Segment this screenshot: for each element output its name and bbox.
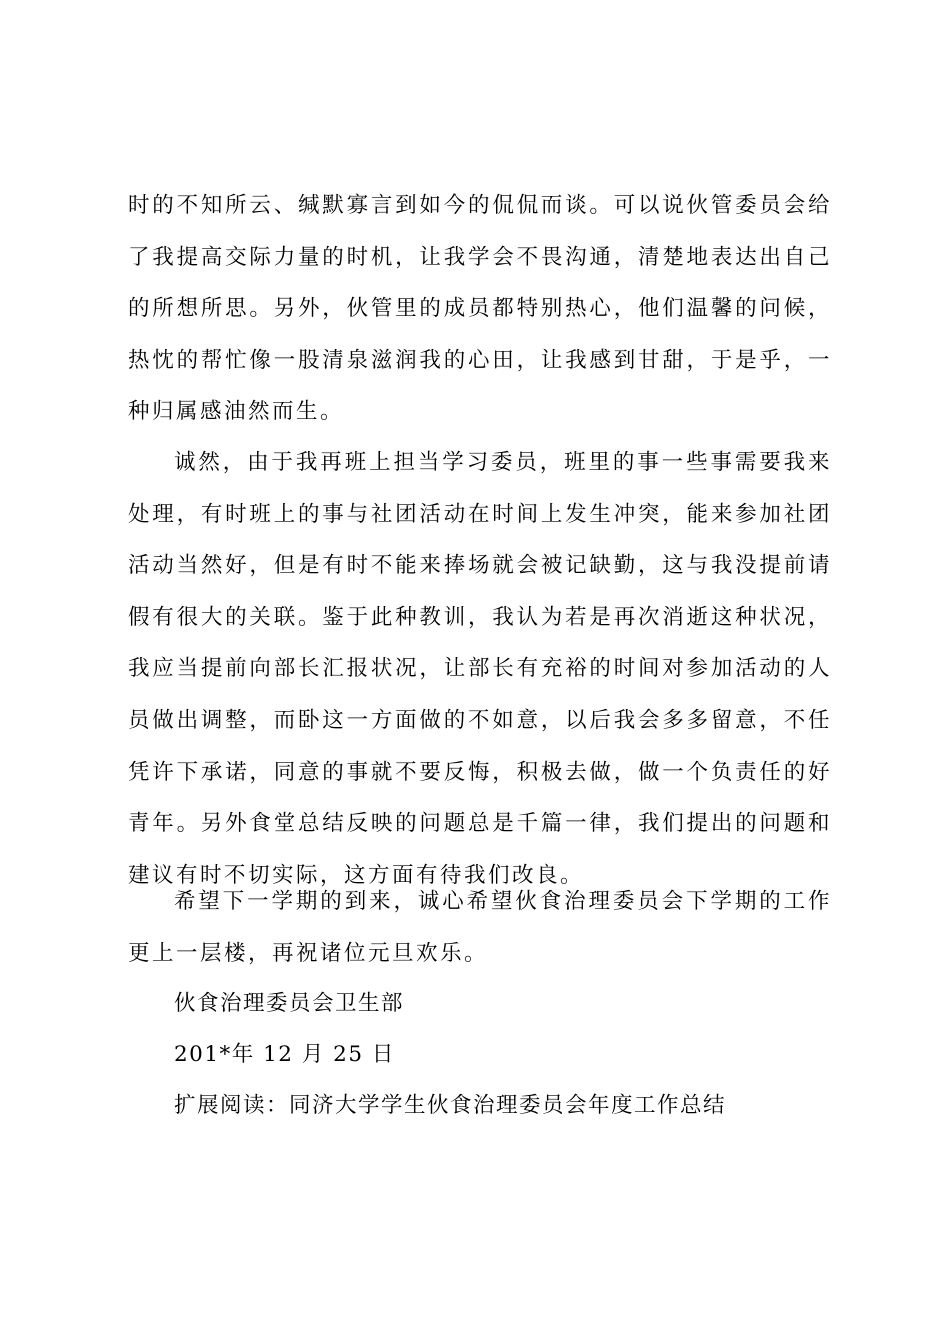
document-date: 201*年 12 月 25 日 <box>174 1042 395 1067</box>
paragraph-continuation: 时的不知所云、缄默寡言到如今的侃侃而谈。可以说伙管委员会给了我提高交际力量的时机，让我学会不畏沟通，清楚地表达出自己的所想所思。另外，伙管里的成员都特别热心，他们温馨的问候，热忱的帮忙像一股清泉滋润我的心田，让我感到甘甜，于是乎，一种归属感油然而生。 <box>128 193 832 425</box>
extended-reading-link-text: 扩展阅读：同济大学学生伙食治理委员会年度工作总结 <box>174 1093 727 1118</box>
paragraph-reflection: 诚然，由于我再班上担当学习委员，班里的事一些事需要我来处理，有时班上的事与社团活动在时间上发生冲突，能来参加社团活动当然好，但是有时不能来捧场就会被记缺勤，这与我没提前请假有很大的关联。鉴于此种教训，我认为若是再次消逝这种状况，我应当提前向部长汇报状况，让部长有充裕的时间对参加活动的人员做出调整，而卧这一方面做的不如意，以后我会多多留意，不任凭许下承诺，同意的事就不要反悔，积极去做，做一个负责任的好青年。另外食堂总结反映的问题总是千篇一律，我们提出的问题和建议有时不切实际，这方面有待我们改良。 <box>128 450 832 888</box>
signature-department: 伙食治理委员会卫生部 <box>174 991 405 1016</box>
paragraph-closing-wish: 希望下一学期的到来，诚心希望伙食治理委员会下学期的工作更上一层楼，再祝诸位元旦欢乐。 <box>128 889 832 966</box>
